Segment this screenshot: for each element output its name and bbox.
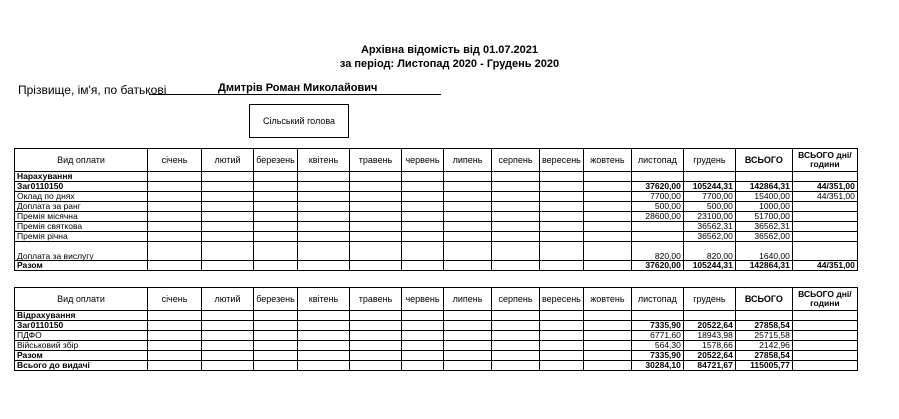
header-type: Вид оплати <box>15 149 148 172</box>
cell-days-hours <box>792 242 857 261</box>
empty-month-cell <box>350 192 402 202</box>
empty-month-cell <box>350 331 402 341</box>
table-row <box>15 361 858 371</box>
table-row <box>15 202 858 212</box>
empty-month-cell <box>402 261 444 271</box>
empty-month-cell <box>298 341 350 351</box>
empty-month-cell <box>202 242 254 261</box>
table-row <box>15 232 858 242</box>
header-month: вересень <box>540 149 584 172</box>
empty-month-cell <box>202 331 254 341</box>
cell-december: 820,00 <box>683 242 735 261</box>
empty-month-cell <box>492 351 540 361</box>
header-month: лютий <box>202 288 254 311</box>
empty-month-cell <box>350 212 402 222</box>
row-label: Всього до видачі <box>15 361 148 371</box>
empty-month-cell <box>148 311 202 321</box>
empty-month-cell <box>402 311 444 321</box>
empty-month-cell <box>583 331 631 341</box>
row-label: Разом <box>15 351 148 361</box>
empty-month-cell <box>402 321 444 331</box>
empty-month-cell <box>402 172 444 182</box>
empty-month-cell <box>492 172 540 182</box>
empty-month-cell <box>298 172 350 182</box>
empty-month-cell <box>254 232 298 242</box>
empty-month-cell <box>148 261 202 271</box>
cell-december: 500,00 <box>683 202 735 212</box>
empty-month-cell <box>350 232 402 242</box>
header-month: липень <box>444 288 492 311</box>
empty-month-cell <box>444 331 492 341</box>
row-label: Премія місячна <box>15 212 148 222</box>
cell-days-hours <box>792 222 857 232</box>
cell-days-hours <box>792 321 857 331</box>
header-month: червень <box>402 288 444 311</box>
cell-november: 564,30 <box>631 341 683 351</box>
empty-month-cell <box>492 341 540 351</box>
cell-total: 27858,54 <box>735 351 792 361</box>
empty-month-cell <box>350 182 402 192</box>
empty-month-cell <box>444 311 492 321</box>
cell-days-hours <box>792 202 857 212</box>
empty-month-cell <box>298 242 350 261</box>
header-month: січень <box>148 149 202 172</box>
cell-november: 37620,00 <box>631 182 683 192</box>
empty-month-cell <box>402 341 444 351</box>
empty-month-cell <box>298 192 350 202</box>
empty-month-cell <box>540 232 584 242</box>
table-row <box>15 331 858 341</box>
empty-month-cell <box>350 311 402 321</box>
cell-days-hours <box>792 351 857 361</box>
header-type: Вид оплати <box>15 288 148 311</box>
table-row <box>15 222 858 232</box>
empty-month-cell <box>148 361 202 371</box>
empty-month-cell <box>254 202 298 212</box>
header-month: червень <box>402 149 444 172</box>
cell-november: 37620,00 <box>631 261 683 271</box>
row-label: Оклад по днях <box>15 192 148 202</box>
cell-december: 1578,66 <box>683 341 735 351</box>
cell-total: 25715,58 <box>735 331 792 341</box>
empty-month-cell <box>402 182 444 192</box>
empty-month-cell <box>298 222 350 232</box>
cell-november: 7335,90 <box>631 351 683 361</box>
empty-month-cell <box>444 212 492 222</box>
cell-december: 7700,00 <box>683 192 735 202</box>
header-month: листопад <box>631 288 683 311</box>
table-row <box>15 182 858 192</box>
empty-month-cell <box>148 182 202 192</box>
empty-month-cell <box>540 261 584 271</box>
empty-month-cell <box>540 351 584 361</box>
row-label: Військовий збір <box>15 341 148 351</box>
cell-december: 36562,00 <box>683 232 735 242</box>
cell-november: 30284,10 <box>631 361 683 371</box>
row-label: Доплата за ранг <box>15 202 148 212</box>
header-month: серпень <box>492 149 540 172</box>
header-month: квітень <box>298 149 350 172</box>
empty-month-cell <box>444 232 492 242</box>
row-label: Відрахування <box>15 311 148 321</box>
cell-november <box>631 232 683 242</box>
header-month: жовтень <box>583 149 631 172</box>
cell-december <box>683 172 735 182</box>
header-month: листопад <box>631 149 683 172</box>
empty-month-cell <box>350 351 402 361</box>
cell-days-hours <box>792 172 857 182</box>
cell-days-hours <box>792 232 857 242</box>
empty-month-cell <box>298 212 350 222</box>
table-row <box>15 192 858 202</box>
empty-month-cell <box>254 311 298 321</box>
empty-month-cell <box>540 321 584 331</box>
document-title: Архівна відомість від 01.07.2021 <box>360 44 539 56</box>
empty-month-cell <box>298 311 350 321</box>
header-month: жовтень <box>583 288 631 311</box>
empty-month-cell <box>202 341 254 351</box>
empty-month-cell <box>540 242 584 261</box>
empty-month-cell <box>540 311 584 321</box>
cell-december: 105244,31 <box>683 182 735 192</box>
cell-november: 820,00 <box>631 242 683 261</box>
empty-month-cell <box>583 361 631 371</box>
empty-month-cell <box>444 182 492 192</box>
table-row <box>15 351 858 361</box>
empty-month-cell <box>444 172 492 182</box>
cell-total: 1000,00 <box>735 202 792 212</box>
cell-november: 7335,90 <box>631 321 683 331</box>
empty-month-cell <box>583 261 631 271</box>
empty-month-cell <box>583 351 631 361</box>
empty-month-cell <box>540 222 584 232</box>
empty-month-cell <box>254 172 298 182</box>
table-row <box>15 341 858 351</box>
empty-month-cell <box>444 351 492 361</box>
empty-month-cell <box>540 361 584 371</box>
cell-total: 36562,00 <box>735 232 792 242</box>
empty-month-cell <box>444 321 492 331</box>
cell-november: 28600,00 <box>631 212 683 222</box>
empty-month-cell <box>492 182 540 192</box>
empty-month-cell <box>202 212 254 222</box>
empty-month-cell <box>298 261 350 271</box>
empty-month-cell <box>583 222 631 232</box>
empty-month-cell <box>444 222 492 232</box>
empty-month-cell <box>148 341 202 351</box>
cell-december: 18943,98 <box>683 331 735 341</box>
cell-days-hours <box>792 341 857 351</box>
cell-days-hours <box>792 361 857 371</box>
cell-december: 84721,67 <box>683 361 735 371</box>
empty-month-cell <box>402 192 444 202</box>
row-label: Премія річна <box>15 232 148 242</box>
empty-month-cell <box>254 242 298 261</box>
table-row <box>15 242 858 261</box>
empty-month-cell <box>202 172 254 182</box>
table-header-row <box>15 149 858 172</box>
empty-month-cell <box>540 341 584 351</box>
empty-month-cell <box>298 361 350 371</box>
empty-month-cell <box>492 212 540 222</box>
empty-month-cell <box>402 222 444 232</box>
header-month: березень <box>254 149 298 172</box>
cell-december: 36562,31 <box>683 222 735 232</box>
header-days-hours: ВСЬОГО дні/години <box>792 288 857 311</box>
header-month: квітень <box>298 288 350 311</box>
empty-month-cell <box>148 331 202 341</box>
header-month: травень <box>350 288 402 311</box>
empty-month-cell <box>583 192 631 202</box>
empty-month-cell <box>583 321 631 331</box>
empty-month-cell <box>254 341 298 351</box>
empty-month-cell <box>148 232 202 242</box>
empty-month-cell <box>202 202 254 212</box>
document-period: за період: Листопад 2020 - Грудень 2020 <box>339 58 560 70</box>
fio-name: Дмитрів Роман Миколайович <box>218 82 378 94</box>
empty-month-cell <box>444 202 492 212</box>
empty-month-cell <box>540 202 584 212</box>
empty-month-cell <box>492 222 540 232</box>
empty-month-cell <box>583 202 631 212</box>
table-row <box>15 311 858 321</box>
empty-month-cell <box>540 192 584 202</box>
empty-month-cell <box>148 172 202 182</box>
cell-days-hours: 44/351,00 <box>792 261 857 271</box>
cell-november: 6771,60 <box>631 331 683 341</box>
header-total: ВСЬОГО <box>735 149 792 172</box>
position-box <box>249 104 349 138</box>
empty-month-cell <box>254 331 298 341</box>
empty-month-cell <box>202 311 254 321</box>
row-label: Разом <box>15 261 148 271</box>
empty-month-cell <box>492 321 540 331</box>
cell-total: 1640,00 <box>735 242 792 261</box>
empty-month-cell <box>402 232 444 242</box>
empty-month-cell <box>444 192 492 202</box>
cell-december: 23100,00 <box>683 212 735 222</box>
empty-month-cell <box>202 261 254 271</box>
fio-label: Прізвище, ім'я, по батькові <box>18 83 167 97</box>
empty-month-cell <box>298 351 350 361</box>
empty-month-cell <box>492 232 540 242</box>
empty-month-cell <box>254 212 298 222</box>
empty-month-cell <box>402 242 444 261</box>
empty-month-cell <box>350 341 402 351</box>
header-month: липень <box>444 149 492 172</box>
deductions-table <box>14 287 858 371</box>
header-month: серпень <box>492 288 540 311</box>
cell-days-hours <box>792 212 857 222</box>
cell-november: 500,00 <box>631 202 683 212</box>
empty-month-cell <box>492 202 540 212</box>
empty-month-cell <box>298 202 350 212</box>
row-label: Нарахування <box>15 172 148 182</box>
row-label: Премія святкова <box>15 222 148 232</box>
cell-total: 51700,00 <box>735 212 792 222</box>
header-total: ВСЬОГО <box>735 288 792 311</box>
empty-month-cell <box>254 182 298 192</box>
empty-month-cell <box>350 361 402 371</box>
empty-month-cell <box>254 321 298 331</box>
table-row <box>15 212 858 222</box>
header-month: грудень <box>683 149 735 172</box>
empty-month-cell <box>350 321 402 331</box>
header-month: січень <box>148 288 202 311</box>
empty-month-cell <box>148 192 202 202</box>
cell-december: 20522,64 <box>683 321 735 331</box>
table-row <box>15 261 858 271</box>
empty-month-cell <box>583 232 631 242</box>
empty-month-cell <box>202 232 254 242</box>
row-label: Заг0110150 <box>15 182 148 192</box>
empty-month-cell <box>444 361 492 371</box>
cell-days-hours <box>792 311 857 321</box>
empty-month-cell <box>148 242 202 261</box>
empty-month-cell <box>492 361 540 371</box>
empty-month-cell <box>254 261 298 271</box>
empty-month-cell <box>202 182 254 192</box>
cell-november <box>631 172 683 182</box>
empty-month-cell <box>148 351 202 361</box>
cell-december <box>683 311 735 321</box>
cell-total: 142864,31 <box>735 182 792 192</box>
empty-month-cell <box>254 192 298 202</box>
empty-month-cell <box>148 321 202 331</box>
empty-month-cell <box>148 222 202 232</box>
empty-month-cell <box>540 172 584 182</box>
empty-month-cell <box>583 212 631 222</box>
empty-month-cell <box>202 192 254 202</box>
empty-month-cell <box>350 202 402 212</box>
empty-month-cell <box>148 212 202 222</box>
cell-total: 15400,00 <box>735 192 792 202</box>
empty-month-cell <box>298 331 350 341</box>
empty-month-cell <box>583 242 631 261</box>
cell-total: 142864,31 <box>735 261 792 271</box>
empty-month-cell <box>298 232 350 242</box>
table-row <box>15 172 858 182</box>
cell-total <box>735 172 792 182</box>
empty-month-cell <box>402 351 444 361</box>
header-month: грудень <box>683 288 735 311</box>
empty-month-cell <box>444 341 492 351</box>
cell-days-hours: 44/351,00 <box>792 192 857 202</box>
cell-days-hours <box>792 331 857 341</box>
cell-december: 105244,31 <box>683 261 735 271</box>
header-month: березень <box>254 288 298 311</box>
empty-month-cell <box>402 202 444 212</box>
cell-total: 36562,31 <box>735 222 792 232</box>
empty-month-cell <box>444 242 492 261</box>
empty-month-cell <box>402 212 444 222</box>
empty-month-cell <box>492 261 540 271</box>
row-label: ПДФО <box>15 331 148 341</box>
accruals-table <box>14 148 858 271</box>
cell-total: 2142,96 <box>735 341 792 351</box>
empty-month-cell <box>202 222 254 232</box>
empty-month-cell <box>540 331 584 341</box>
empty-month-cell <box>444 261 492 271</box>
empty-month-cell <box>492 331 540 341</box>
empty-month-cell <box>254 222 298 232</box>
cell-total: 27858,54 <box>735 321 792 331</box>
empty-month-cell <box>583 182 631 192</box>
row-label: Доплата за вислугу <box>15 242 148 261</box>
cell-november <box>631 311 683 321</box>
empty-month-cell <box>540 212 584 222</box>
cell-november <box>631 222 683 232</box>
position-label: Сільський голова <box>262 116 336 126</box>
cell-days-hours: 44/351,00 <box>792 182 857 192</box>
cell-december: 20522,64 <box>683 351 735 361</box>
cell-november: 7700,00 <box>631 192 683 202</box>
empty-month-cell <box>202 351 254 361</box>
header-month: лютий <box>202 149 254 172</box>
empty-month-cell <box>350 261 402 271</box>
empty-month-cell <box>583 172 631 182</box>
cell-total: 115005,77 <box>735 361 792 371</box>
empty-month-cell <box>254 351 298 361</box>
empty-month-cell <box>298 182 350 192</box>
header-days-hours: ВСЬОГО дні/години <box>792 149 857 172</box>
empty-month-cell <box>540 182 584 192</box>
empty-month-cell <box>492 192 540 202</box>
empty-month-cell <box>202 361 254 371</box>
empty-month-cell <box>350 172 402 182</box>
empty-month-cell <box>583 311 631 321</box>
header-month: травень <box>350 149 402 172</box>
cell-total <box>735 311 792 321</box>
empty-month-cell <box>583 341 631 351</box>
empty-month-cell <box>148 202 202 212</box>
empty-month-cell <box>492 242 540 261</box>
empty-month-cell <box>202 321 254 331</box>
empty-month-cell <box>350 222 402 232</box>
empty-month-cell <box>298 321 350 331</box>
table-header-row <box>15 288 858 311</box>
row-label: Заг0110150 <box>15 321 148 331</box>
table-row <box>15 321 858 331</box>
fio-underline <box>149 94 441 95</box>
empty-month-cell <box>402 361 444 371</box>
empty-month-cell <box>402 331 444 341</box>
empty-month-cell <box>254 361 298 371</box>
header-month: вересень <box>540 288 584 311</box>
empty-month-cell <box>350 242 402 261</box>
empty-month-cell <box>492 311 540 321</box>
